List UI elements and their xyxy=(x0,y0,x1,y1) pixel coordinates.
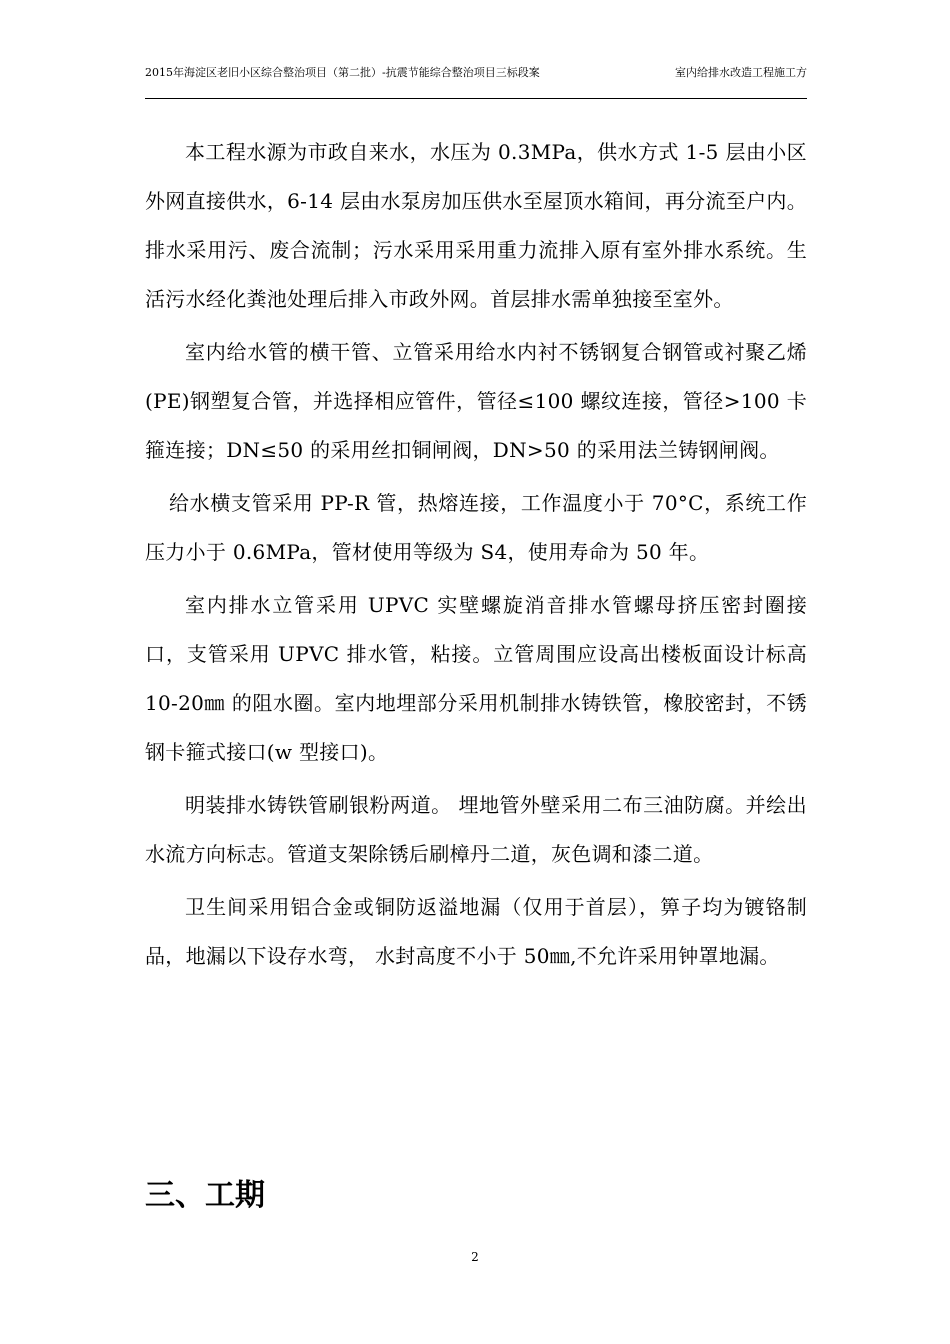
paragraph-anticorrosion: 明装排水铸铁管刷银粉两道。 埋地管外壁采用二布三油防腐。并绘出水流方向标志。管道支架除锈后刷樟丹二道，灰色调和漆二道。 xyxy=(145,793,807,866)
header-document-title: 室内给排水改造工程施工方 xyxy=(675,66,807,79)
paragraph-branch-pipes: 给水横支管采用 PP-R 管，热熔连接，工作温度小于 70°C，系统工作压力小于 0.6MPa，管材使用等级为 S4，使用寿命为 50 年。 xyxy=(145,491,807,564)
page-header xyxy=(145,66,807,99)
document-body xyxy=(145,128,807,985)
page-number: 2 xyxy=(471,1250,479,1264)
paragraph-drainage-pipes: 室内排水立管采用 UPVC 实壁螺旋消音排水管螺母挤压密封圈接口，支管采用 UPVC 排水管，粘接。立管周围应设高出楼板面设计标高 10-20㎜ 的阻水圈。室内地埋部分采用机制排水铸铁管，橡胶密封，不锈钢卡箍式接口(w 型接口)。 xyxy=(145,593,807,764)
header-project-title: 2015年海淀区老旧小区综合整治项目（第二批）-抗震节能综合整治项目三标段案 xyxy=(145,66,540,79)
paragraph-floor-drain: 卫生间采用铝合金或铜防返溢地漏（仅用于首层），箅子均为镀铬制品，地漏以下设存水弯， 水封高度不小于 50㎜,不允许采用钟罩地漏。 xyxy=(145,895,807,968)
section-heading-schedule: 三、工期 xyxy=(145,1178,265,1213)
paragraph-water-supply-pipes: 室内给水管的横干管、立管采用给水内衬不锈钢复合钢管或衬聚乙烯(PE)钢塑复合管，并选择相应管件，管径≤100 螺纹连接，管径>100 卡箍连接；DN≤50 的采用丝扣铜闸阀，DN>50 的采用法兰铸钢闸阀。 xyxy=(145,340,807,462)
paragraph-water-source: 本工程水源为市政自来水，水压为 0.3MPa，供水方式 1-5 层由小区外网直接供水，6-14 层由水泵房加压供水至屋顶水箱间，再分流至户内。排水采用污、废合流制；污水采用采用重力流排入原有室外排水系统。生活污水经化粪池处理后排入市政外网。首层排水需单独接至室外。 xyxy=(145,140,807,311)
